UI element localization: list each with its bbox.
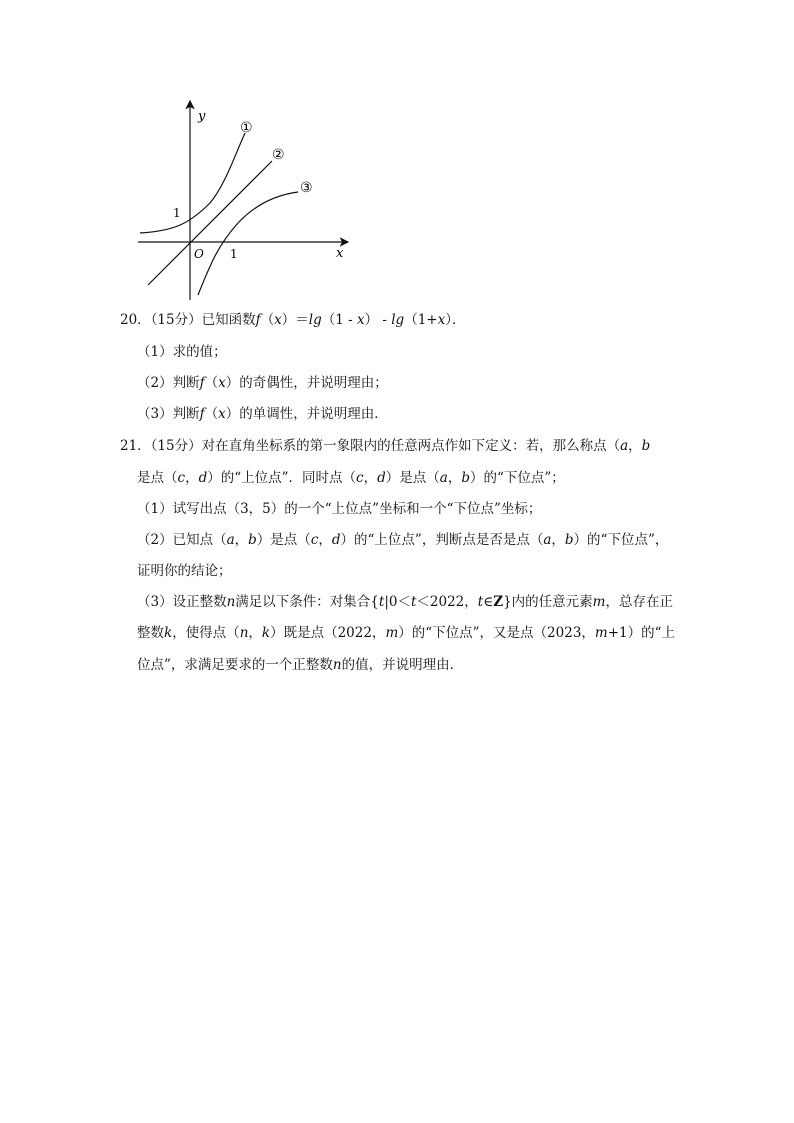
q21-part-1: （1）试写出点（3，5）的一个“上位点”坐标和一个“下位点”坐标； <box>137 501 542 517</box>
y-axis-label: y <box>198 109 206 124</box>
x-axis-label: x <box>336 246 344 261</box>
q20-part-1: （1）求的值； <box>137 344 227 360</box>
q20-part-3: （3）判断f（x）的单调性，并说明理由． <box>137 406 388 422</box>
q21-part-3-cont-2: 位点”，求满足要求的一个正整数n的值，并说明理由． <box>137 657 464 673</box>
q21-line-1: 21．（15分）对在直角坐标系的第一象限内的任意两点作如下定义：若，那么称点（a，b <box>120 438 651 454</box>
curve-label-3: ③ <box>300 180 313 196</box>
curve-label-1: ① <box>240 120 253 136</box>
q20-part-2: （2）判断f（x）的奇偶性，并说明理由； <box>137 375 388 391</box>
q21-part-2-cont: 证明你的结论； <box>137 563 232 579</box>
x-tick-1: 1 <box>230 247 238 261</box>
q21-part-3: （3）设正整数n满足以下条件：对集合{t|0＜t＜2022，t∈Z}内的任意元素m，总存在正 <box>137 594 673 610</box>
curve-1 <box>140 133 245 233</box>
q21-part-3-cont-1: 整数k，使得点（n，k）既是点（2022，m）的“下位点”，又是点（2023，m+1）的“上 <box>137 625 676 641</box>
q20-stem: 20．（15分）已知函数f（x）＝lg（1 - x） - lg（1+x）． <box>120 312 466 328</box>
function-graph <box>130 95 360 305</box>
origin-label: O <box>194 247 204 261</box>
curve-3 <box>198 192 298 295</box>
y-tick-1: 1 <box>173 206 181 220</box>
q21-part-2: （2）已知点（a，b）是点（c，d）的“上位点”，判断点是否是点（a，b）的“下位点”， <box>137 532 669 548</box>
curve-label-2: ② <box>272 147 285 163</box>
q21-line-2: 是点（c，d）的“上位点”．同时点（c，d）是点（a，b）的“下位点”； <box>137 470 565 486</box>
